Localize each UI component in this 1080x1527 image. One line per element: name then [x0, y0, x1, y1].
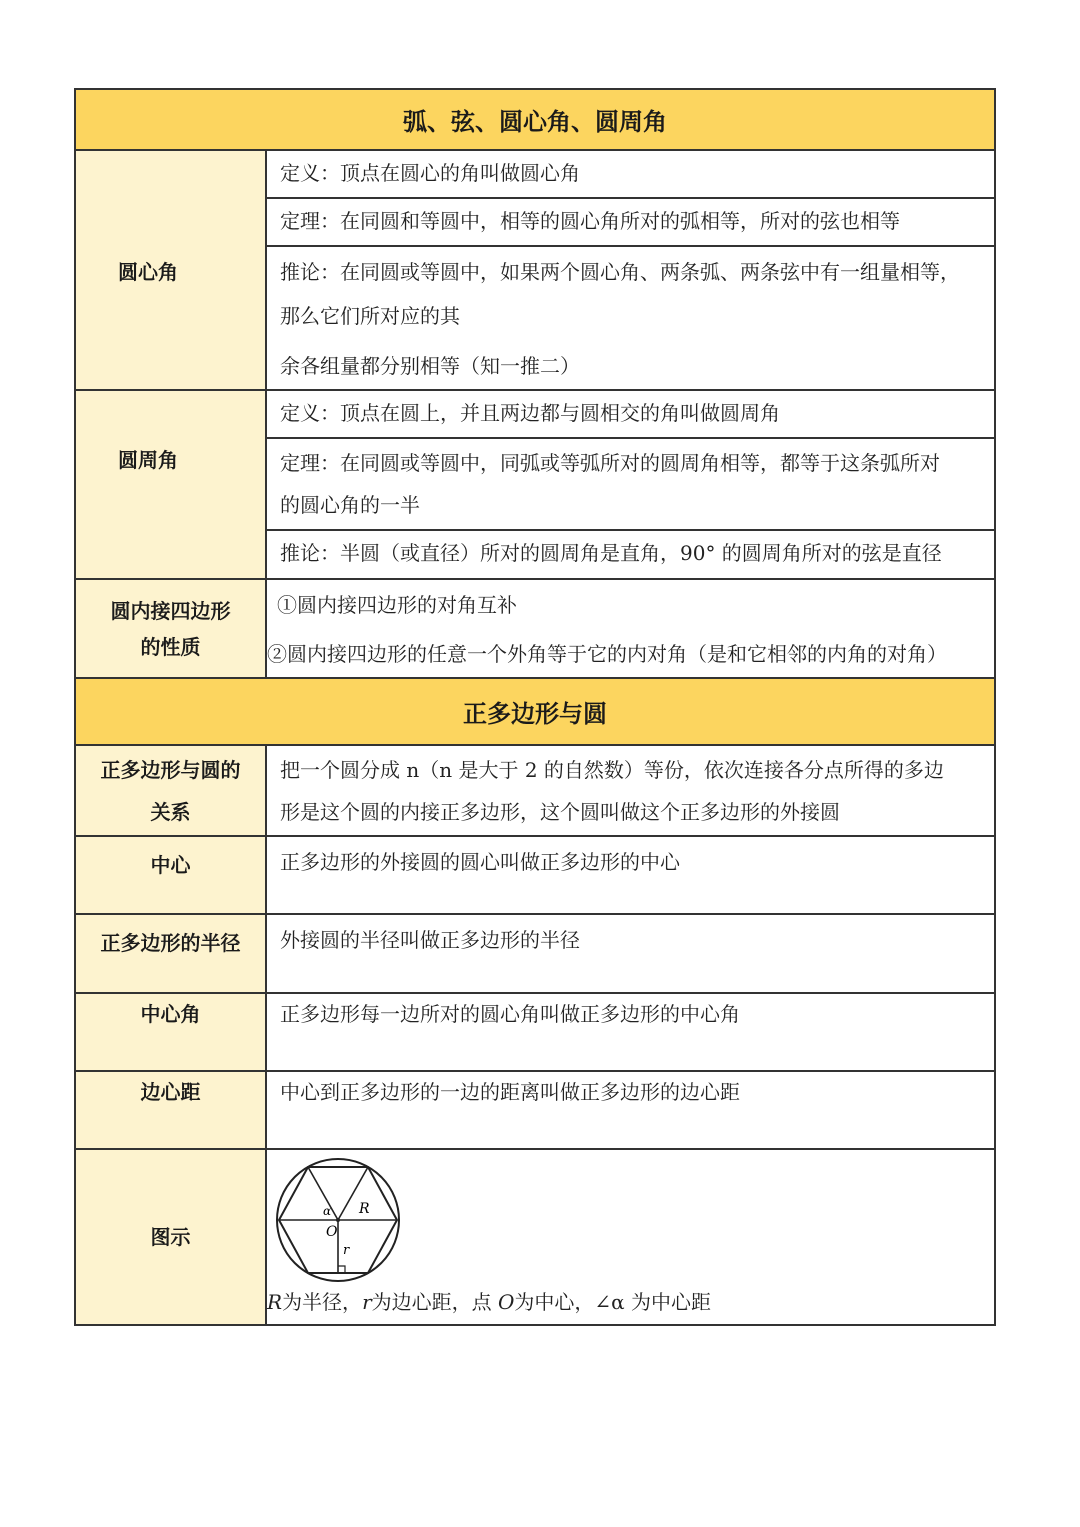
caption-text: 为半径，	[282, 1290, 363, 1314]
apothem-text: 中心到正多边形的一边的距离叫做正多边形的边心距	[280, 1080, 740, 1104]
relation-line: 形是这个圆的内接正多边形，这个圆叫做这个正多边形的外接圆	[280, 800, 840, 824]
theorem-text: 定理：在同圆和等圆中，相等的圆心角所对的弧相等，所对的弦也相等	[267, 199, 994, 247]
row-content	[267, 580, 994, 677]
row-label	[76, 1072, 267, 1148]
relation-line: 把一个圆分成 n（n 是大于 2 的自然数）等份，依次连接各分点所得的多边	[280, 758, 944, 782]
row-figure	[74, 1150, 996, 1326]
center-text: 正多边形的外接圆的圆心叫做正多边形的中心	[280, 850, 680, 874]
row-label	[76, 391, 267, 578]
caption-text: 为中心，∠α 为中心距	[514, 1290, 712, 1314]
corollary-line: 推论：在同圆或等圆中，如果两个圆心角、两条弧、两条弦中有一组量相等，	[280, 260, 960, 284]
label-text: 圆心角	[118, 259, 178, 284]
definition-text: 定义：顶点在圆上，并且两边都与圆相交的角叫做圆周角	[267, 391, 994, 439]
center-point	[336, 1218, 340, 1222]
row-apothem	[74, 1072, 996, 1150]
corollary-text: 推论：半圆（或直径）所对的圆周角是直角，90° 的圆周角所对的弦是直径	[280, 541, 942, 565]
row-content	[267, 994, 994, 1070]
theorem-text	[267, 439, 994, 531]
alpha-symbol: α	[323, 1204, 332, 1218]
right-angle-mark	[338, 1266, 345, 1273]
row-content	[267, 746, 994, 835]
caption-symbol: O	[497, 1290, 515, 1314]
row-content	[267, 1150, 994, 1324]
label-line: 圆内接四边形	[110, 598, 231, 623]
section-header-arc-chord	[74, 88, 996, 151]
section-title: 弧、弦、圆心角、圆周角	[403, 108, 667, 136]
label-text: 中心	[150, 853, 191, 877]
row-inscribed-angle	[74, 391, 996, 580]
caption-symbol: r	[362, 1290, 372, 1314]
definition-text: 定义：顶点在圆心的角叫做圆心角	[267, 151, 994, 199]
apothem-symbol: r	[343, 1243, 350, 1258]
row-central-angle	[74, 151, 996, 391]
notes-table	[74, 88, 996, 1326]
row-central-angle-polygon	[74, 994, 996, 1072]
row-content	[267, 915, 994, 992]
label-line: 的性质	[140, 634, 201, 659]
row-content	[267, 837, 994, 913]
row-label	[76, 746, 267, 835]
section-title: 正多边形与圆	[463, 700, 607, 728]
section-header-polygon-circle	[74, 679, 996, 746]
property-text: ①圆内接四边形的对角互补	[277, 593, 517, 617]
corollary-line: 那么它们所对应的其	[280, 304, 460, 328]
theorem-line: 的圆心角的一半	[280, 493, 420, 517]
row-label	[76, 915, 267, 992]
row-content	[267, 1072, 994, 1148]
property-text: ②圆内接四边形的任意一个外角等于它的内对角（是和它相邻的内角的对角）	[267, 642, 947, 666]
row-content	[267, 151, 994, 389]
row-label	[76, 994, 267, 1070]
row-label	[76, 151, 267, 389]
label-line: 关系	[150, 799, 191, 824]
label-text: 正多边形的半径	[100, 931, 241, 955]
caption-text: 为边心距，点	[371, 1290, 498, 1314]
center-symbol: O	[326, 1224, 338, 1240]
row-center	[74, 837, 996, 915]
row-label	[76, 837, 267, 913]
radius-text: 外接圆的半径叫做正多边形的半径	[280, 928, 580, 952]
theorem-line: 定理：在同圆或等圆中，同弧或等弧所对的圆周角相等，都等于这条弧所对	[280, 451, 940, 475]
corollary-text	[267, 247, 994, 389]
figure-caption	[267, 1287, 994, 1317]
hexagon-figure	[267, 1150, 994, 1287]
row-polygon-circle-relation	[74, 746, 996, 837]
corollary-line: 余各组量都分别相等（知一推二）	[280, 354, 580, 378]
label-text: 圆周角	[118, 448, 178, 472]
row-cyclic-quadrilateral	[74, 580, 996, 679]
row-label	[76, 1150, 267, 1324]
row-label	[76, 580, 267, 677]
caption-symbol: R	[267, 1290, 283, 1314]
row-radius	[74, 915, 996, 994]
label-text: 边心距	[140, 1080, 201, 1104]
label-text: 图示	[150, 1225, 191, 1249]
radius-symbol: R	[359, 1201, 370, 1217]
row-content	[267, 391, 994, 578]
label-line: 正多边形与圆的	[100, 757, 241, 782]
label-text: 中心角	[140, 1002, 201, 1026]
hexagon-diagram	[273, 1158, 403, 1283]
central-angle-text: 正多边形每一边所对的圆心角叫做正多边形的中心角	[280, 1002, 740, 1026]
relation-text	[267, 746, 994, 833]
